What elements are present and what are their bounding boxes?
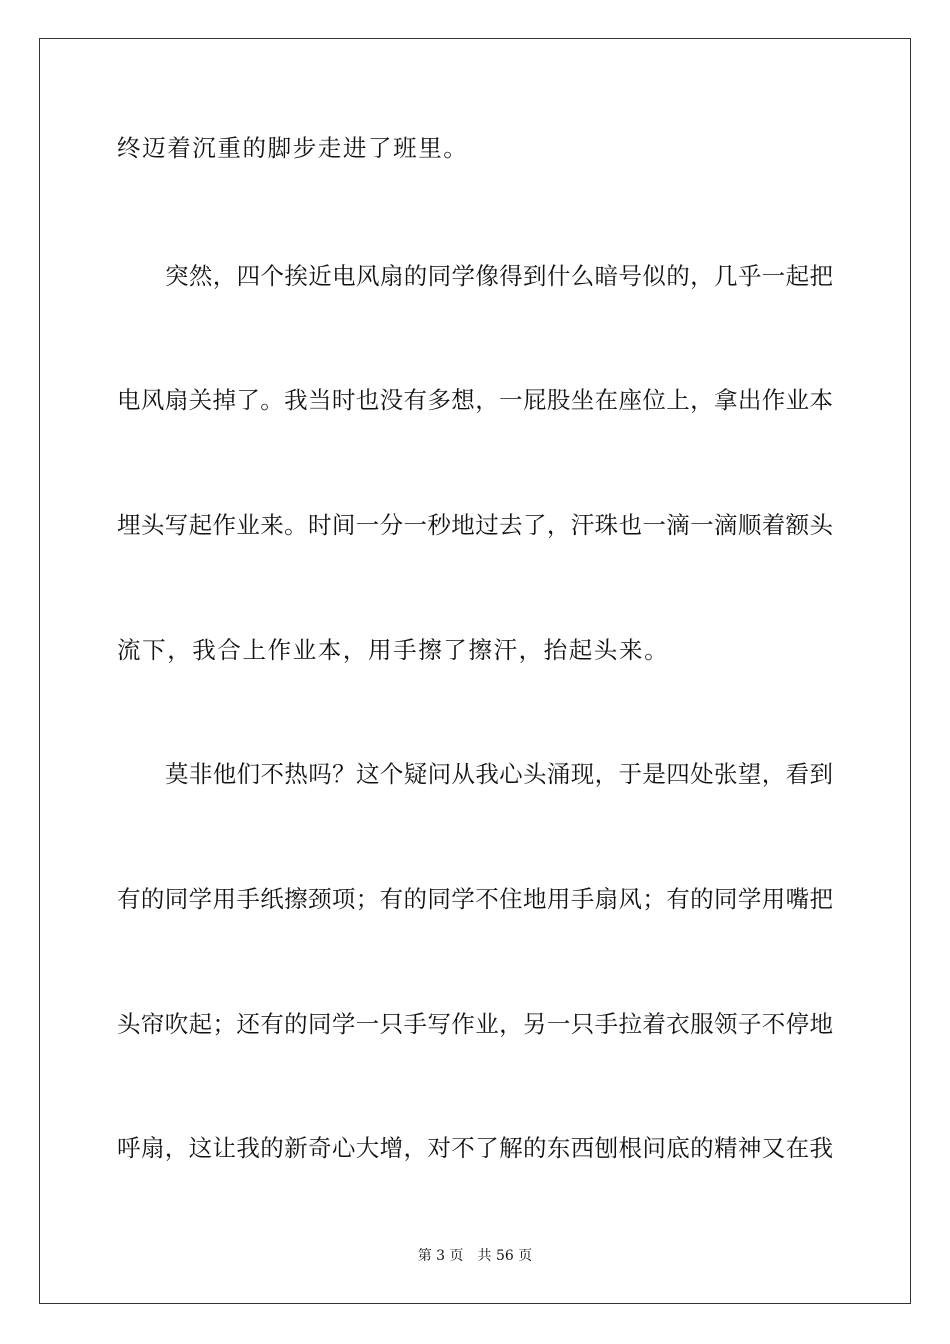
paragraph-line: 突然，四个挨近电风扇的同学像得到什么暗号似的，几乎一起把	[165, 262, 833, 290]
page-number: 第 3 页	[417, 1248, 464, 1264]
paragraph-line: 呼扇，这让我的新奇心大增，对不了解的东西刨根问底的精神又在我	[117, 1134, 833, 1162]
page-border	[39, 38, 911, 1304]
paragraph-line: 埋头写起作业来。时间一分一秒地过去了，汗珠也一滴一滴顺着额头	[117, 511, 833, 539]
paragraph-line: 流下，我合上作业本，用手擦了擦汗，抬起头来。	[117, 636, 670, 664]
paragraph-line: 莫非他们不热吗？这个疑问从我心头涌现，于是四处张望，看到	[165, 760, 833, 788]
page-total: 共 56 页	[477, 1248, 533, 1264]
page-footer	[0, 1247, 950, 1265]
paragraph-line: 电风扇关掉了。我当时也没有多想，一屁股坐在座位上，拿出作业本	[117, 386, 833, 414]
paragraph-line: 有的同学用手纸擦颈项；有的同学不住地用手扇风；有的同学用嘴把	[117, 885, 833, 913]
paragraph-line: 终迈着沉重的脚步走进了班里。	[117, 134, 469, 162]
paragraph-line: 头帘吹起；还有的同学一只手写作业，另一只手拉着衣服领子不停地	[117, 1010, 833, 1038]
